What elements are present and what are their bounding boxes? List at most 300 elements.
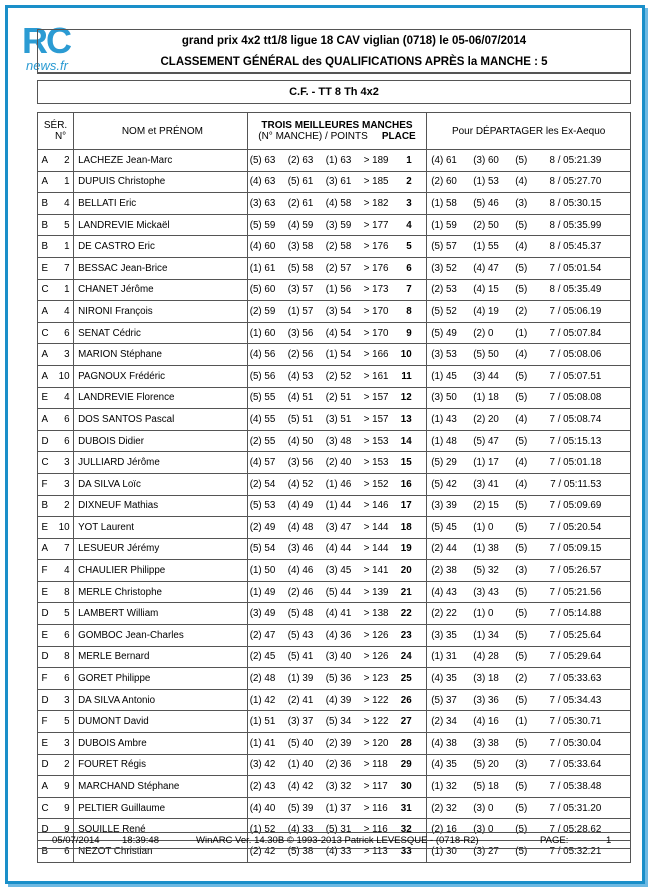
driver-name: DUBOIS Ambre xyxy=(74,733,248,755)
table-row xyxy=(38,495,631,517)
series-letter: D xyxy=(41,608,49,620)
heat-score: (2) 40 xyxy=(325,457,352,469)
best-heats-cell xyxy=(247,668,427,690)
driver-name: JULLIARD Jérôme xyxy=(74,452,248,474)
series-letter: C xyxy=(41,327,49,339)
tiebreak-score: (3) 41 xyxy=(473,478,499,490)
tiebreak-score: (5) 50 xyxy=(473,349,499,361)
laps-time: 8 / 05:35.49 xyxy=(549,284,602,296)
heat-score: (1) 44 xyxy=(325,500,352,512)
col-header-name-label: NOM et PRÉNOM xyxy=(121,125,203,137)
best-heats-cell xyxy=(247,322,427,344)
heat-score: (3) 45 xyxy=(325,565,352,577)
driver-name: PELTIER Guillaume xyxy=(74,797,248,819)
place-number: 21 xyxy=(400,586,412,598)
table-row xyxy=(38,452,631,474)
place-number: 9 xyxy=(406,327,412,339)
table-row xyxy=(38,776,631,798)
best-heats-cell xyxy=(247,689,427,711)
tiebreak-cell xyxy=(427,322,631,344)
laps-time: 7 / 05:38.48 xyxy=(549,781,602,793)
heat-score: (5) 61 xyxy=(287,176,314,188)
tiebreak-cell xyxy=(427,430,631,452)
place-number: 26 xyxy=(400,694,412,706)
heat-score: (3) 49 xyxy=(249,608,276,620)
heat-score: (2) 59 xyxy=(249,305,276,317)
best-heats-cell xyxy=(247,797,427,819)
laps-time: 7 / 05:14.88 xyxy=(549,608,602,620)
tiebreak-score: (3) 50 xyxy=(431,392,457,404)
tiebreak-cell xyxy=(427,668,631,690)
logo-rc-text: RC xyxy=(22,20,70,61)
series-number: 1 xyxy=(64,241,70,253)
total-points: > 177 xyxy=(363,219,389,231)
tiebreak-score: (3) xyxy=(515,759,528,771)
results-body xyxy=(38,150,631,863)
tiebreak-score: (5) 49 xyxy=(431,327,457,339)
tiebreak-score: (5) 45 xyxy=(431,521,457,533)
logo-sub-text: news.fr xyxy=(26,58,68,73)
tiebreak-score: (5) xyxy=(515,802,528,814)
heat-score: (4) 48 xyxy=(287,521,314,533)
tiebreak-score: (5) xyxy=(515,824,528,836)
driver-name: LANDREVIE Mickaël xyxy=(74,214,248,236)
footer-page-label: PAGE: xyxy=(540,835,569,846)
series-letter: E xyxy=(41,392,49,404)
heat-score: (2) 41 xyxy=(287,694,314,706)
col-header-series xyxy=(38,113,74,150)
heat-score: (2) 51 xyxy=(325,392,352,404)
best-heats-cell xyxy=(247,344,427,366)
series-cell xyxy=(38,473,74,495)
series-number: 5 xyxy=(64,608,70,620)
driver-name: FOURET Régis xyxy=(74,754,248,776)
series-cell xyxy=(38,171,74,193)
table-header-row xyxy=(38,113,631,150)
heat-score: (5) 60 xyxy=(249,284,276,296)
heat-score: (5) 36 xyxy=(325,673,352,685)
tiebreak-score: (4) 16 xyxy=(473,716,499,728)
table-row xyxy=(38,625,631,647)
series-number: 7 xyxy=(64,262,70,274)
laps-time: 7 / 05:07.84 xyxy=(549,327,602,339)
series-number: 6 xyxy=(64,327,70,339)
laps-time: 7 / 05:33.64 xyxy=(549,759,602,771)
laps-time: 8 / 05:21.39 xyxy=(549,154,602,166)
series-cell xyxy=(38,344,74,366)
heat-score: (2) 48 xyxy=(249,673,276,685)
series-letter: D xyxy=(41,694,49,706)
best-heats-cell xyxy=(247,581,427,603)
heat-score: (1) 46 xyxy=(325,478,352,490)
col-header-best xyxy=(247,113,427,150)
table-row xyxy=(38,668,631,690)
table-row xyxy=(38,733,631,755)
heat-score: (4) 36 xyxy=(325,629,352,641)
series-letter: E xyxy=(41,586,49,598)
heat-score: (1) 60 xyxy=(249,327,276,339)
footer-time: 18:39:48 xyxy=(122,835,159,846)
heat-score: (5) 56 xyxy=(249,370,276,382)
tiebreak-score: (5) xyxy=(515,543,528,555)
best-heats-cell xyxy=(247,301,427,323)
results-table xyxy=(37,112,631,863)
best-heats-cell xyxy=(247,409,427,431)
series-cell xyxy=(38,387,74,409)
total-points: > 161 xyxy=(363,370,389,382)
tiebreak-score: (1) 45 xyxy=(431,370,457,382)
series-cell xyxy=(38,193,74,215)
heat-score: (1) 56 xyxy=(325,284,352,296)
best-heats-cell xyxy=(247,452,427,474)
best-heats-cell xyxy=(247,646,427,668)
laps-time: 7 / 05:28.62 xyxy=(549,824,602,836)
series-cell xyxy=(38,668,74,690)
tiebreak-score: (5) 52 xyxy=(431,305,457,317)
tiebreak-score: (4) 35 xyxy=(431,759,457,771)
total-points: > 141 xyxy=(363,565,389,577)
tiebreak-cell xyxy=(427,689,631,711)
series-cell xyxy=(38,646,74,668)
tiebreak-score: (5) 32 xyxy=(473,565,499,577)
heat-score: (3) 42 xyxy=(249,759,276,771)
tiebreak-score: (4) 35 xyxy=(431,673,457,685)
tiebreak-score: (1) 43 xyxy=(431,413,457,425)
tiebreak-score: (1) 48 xyxy=(431,435,457,447)
place-number: 29 xyxy=(400,759,412,771)
tiebreak-score: (1) 34 xyxy=(473,629,499,641)
laps-time: 7 / 05:33.63 xyxy=(549,673,602,685)
driver-name: LACHEZE Jean-Marc xyxy=(74,150,248,172)
total-points: > 153 xyxy=(363,435,389,447)
heat-score: (4) 57 xyxy=(249,457,276,469)
laps-time: 7 / 05:06.19 xyxy=(549,305,602,317)
heat-score: (5) 59 xyxy=(249,219,276,231)
driver-name: CHAULIER Philippe xyxy=(74,560,248,582)
heat-score: (5) 48 xyxy=(287,608,314,620)
heat-score: (4) 33 xyxy=(325,845,352,857)
footer-page-number: 1 xyxy=(606,835,612,846)
total-points: > 122 xyxy=(363,694,389,706)
total-points: > 152 xyxy=(363,478,389,490)
series-cell xyxy=(38,301,74,323)
series-cell xyxy=(38,797,74,819)
heat-score: (4) 40 xyxy=(249,802,276,814)
laps-time: 7 / 05:01.54 xyxy=(549,262,602,274)
series-letter: E xyxy=(41,521,49,533)
place-number: 24 xyxy=(400,651,412,663)
table-row xyxy=(38,430,631,452)
laps-time: 7 / 05:32.21 xyxy=(549,845,602,857)
total-points: > 144 xyxy=(363,543,389,555)
tiebreak-cell xyxy=(427,171,631,193)
heat-score: (4) 33 xyxy=(287,824,314,836)
table-row xyxy=(38,711,631,733)
series-number: 2 xyxy=(64,500,70,512)
tiebreak-cell xyxy=(427,646,631,668)
tiebreak-score: (3) 44 xyxy=(473,370,499,382)
table-row xyxy=(38,603,631,625)
tiebreak-score: (4) 43 xyxy=(431,586,457,598)
best-heats-cell xyxy=(247,733,427,755)
series-letter: F xyxy=(41,565,48,577)
table-row xyxy=(38,581,631,603)
tiebreak-cell xyxy=(427,560,631,582)
place-number: 28 xyxy=(400,737,412,749)
laps-time: 7 / 05:25.64 xyxy=(549,629,602,641)
heat-score: (5) 39 xyxy=(287,802,314,814)
driver-name: DOS SANTOS Pascal xyxy=(74,409,248,431)
series-cell xyxy=(38,625,74,647)
laps-time: 7 / 05:31.20 xyxy=(549,802,602,814)
place-number: 7 xyxy=(406,284,412,296)
driver-name: DIXNEUF Mathias xyxy=(74,495,248,517)
best-heats-cell xyxy=(247,473,427,495)
series-letter: F xyxy=(41,673,48,685)
series-letter: A xyxy=(41,349,49,361)
tiebreak-score: (3) xyxy=(515,197,528,209)
heat-score: (4) 49 xyxy=(287,500,314,512)
table-row xyxy=(38,754,631,776)
heat-score: (5) 41 xyxy=(287,651,314,663)
series-letter: A xyxy=(41,543,49,555)
heat-score: (2) 57 xyxy=(325,262,352,274)
total-points: > 123 xyxy=(363,673,389,685)
total-points: > 138 xyxy=(363,608,389,620)
series-cell xyxy=(38,517,74,539)
tiebreak-cell xyxy=(427,711,631,733)
total-points: > 170 xyxy=(363,327,389,339)
total-points: > 157 xyxy=(363,413,389,425)
tiebreak-score: (3) 53 xyxy=(431,349,457,361)
tiebreak-score: (1) 30 xyxy=(431,845,457,857)
heat-score: (3) 32 xyxy=(325,781,352,793)
category-title: C.F. - TT 8 Th 4x2 xyxy=(37,80,631,104)
series-letter: E xyxy=(41,737,49,749)
table-row xyxy=(38,344,631,366)
laps-time: 8 / 05:35.99 xyxy=(549,219,602,231)
place-number: 17 xyxy=(400,500,412,512)
place-number: 22 xyxy=(400,608,412,620)
tiebreak-score: (2) 32 xyxy=(431,802,457,814)
series-number: 3 xyxy=(64,349,70,361)
series-letter: D xyxy=(41,435,49,447)
series-cell xyxy=(38,236,74,258)
tiebreak-score: (2) 20 xyxy=(473,413,499,425)
series-cell xyxy=(38,776,74,798)
heat-score: (5) 38 xyxy=(287,845,314,857)
heat-score: (5) 51 xyxy=(287,413,314,425)
tiebreak-score: (2) xyxy=(515,673,528,685)
heat-score: (4) 41 xyxy=(325,608,352,620)
table-row xyxy=(38,473,631,495)
heat-score: (2) 45 xyxy=(249,651,276,663)
heat-score: (2) 47 xyxy=(249,629,276,641)
tiebreak-cell xyxy=(427,409,631,431)
laps-time: 7 / 05:30.71 xyxy=(549,716,602,728)
table-row xyxy=(38,150,631,172)
series-letter: A xyxy=(41,413,49,425)
heat-score: (4) 42 xyxy=(287,781,314,793)
series-letter: A xyxy=(41,176,49,188)
event-title: grand prix 4x2 tt1/8 ligue 18 CAV viglian (0718) le 05-06/07/2014 xyxy=(181,35,527,47)
tiebreak-score: (1) 32 xyxy=(431,781,457,793)
footer-date: 05/07/2014 xyxy=(52,835,100,846)
tiebreak-score: (1) 38 xyxy=(473,543,499,555)
best-heats-cell xyxy=(247,279,427,301)
document-header xyxy=(37,29,631,74)
total-points: > 126 xyxy=(363,629,389,641)
heat-score: (2) 56 xyxy=(287,349,314,361)
tiebreak-score: (4) 19 xyxy=(473,305,499,317)
series-number: 1 xyxy=(64,176,70,188)
series-cell xyxy=(38,538,74,560)
tiebreak-score: (2) 0 xyxy=(473,327,494,339)
heat-score: (2) 36 xyxy=(325,759,352,771)
tiebreak-score: (2) xyxy=(515,305,528,317)
tiebreak-cell xyxy=(427,301,631,323)
col-header-series-no: N° xyxy=(54,131,67,142)
tiebreak-cell xyxy=(427,236,631,258)
table-row xyxy=(38,214,631,236)
series-letter: C xyxy=(41,284,49,296)
series-letter: B xyxy=(41,241,49,253)
tiebreak-cell xyxy=(427,581,631,603)
heat-score: (4) 46 xyxy=(287,565,314,577)
series-number: 8 xyxy=(64,651,70,663)
col-header-tiebreak-label: Pour DÉPARTAGER les Ex-Aequo xyxy=(451,125,606,137)
series-letter: A xyxy=(41,781,49,793)
tiebreak-score: (5) xyxy=(515,392,528,404)
driver-name: DUBOIS Didier xyxy=(74,430,248,452)
heat-score: (3) 63 xyxy=(249,197,276,209)
total-points: > 117 xyxy=(363,781,388,793)
tiebreak-score: (4) 15 xyxy=(473,284,499,296)
series-number: 3 xyxy=(64,478,70,490)
driver-name: NEZOT Christian xyxy=(74,841,248,863)
place-number: 25 xyxy=(400,673,412,685)
driver-name: DUPUIS Christophe xyxy=(74,171,248,193)
place-number: 16 xyxy=(400,478,412,490)
heat-score: (3) 47 xyxy=(325,521,352,533)
driver-name: MARCHAND Stéphane xyxy=(74,776,248,798)
table-row xyxy=(38,538,631,560)
series-cell xyxy=(38,495,74,517)
series-number: 3 xyxy=(64,694,70,706)
tiebreak-cell xyxy=(427,150,631,172)
best-heats-cell xyxy=(247,754,427,776)
series-cell xyxy=(38,452,74,474)
tiebreak-score: (5) xyxy=(515,608,528,620)
tiebreak-cell xyxy=(427,473,631,495)
tiebreak-score: (5) xyxy=(515,500,528,512)
heat-score: (4) 54 xyxy=(325,327,352,339)
tiebreak-score: (4) 38 xyxy=(431,737,457,749)
series-cell xyxy=(38,711,74,733)
best-heats-cell xyxy=(247,236,427,258)
tiebreak-score: (5) xyxy=(515,154,528,166)
tiebreak-score: (5) xyxy=(515,694,528,706)
tiebreak-score: (1) 58 xyxy=(431,197,457,209)
laps-time: 7 / 05:20.54 xyxy=(549,521,602,533)
best-heats-cell xyxy=(247,625,427,647)
heat-score: (3) 37 xyxy=(287,716,314,728)
table-row xyxy=(38,797,631,819)
tiebreak-cell xyxy=(427,193,631,215)
series-cell xyxy=(38,430,74,452)
table-row xyxy=(38,236,631,258)
tiebreak-score: (3) 18 xyxy=(473,673,499,685)
col-header-tiebreak xyxy=(427,113,631,150)
col-header-series-label: SÉR. xyxy=(43,120,68,131)
tiebreak-score: (5) xyxy=(515,284,528,296)
series-number: 4 xyxy=(64,197,70,209)
heat-score: (2) 42 xyxy=(249,845,276,857)
heat-score: (3) 61 xyxy=(325,176,352,188)
heat-score: (5) 43 xyxy=(287,629,314,641)
heat-score: (3) 40 xyxy=(325,651,352,663)
tiebreak-score: (1) xyxy=(515,327,528,339)
total-points: > 113 xyxy=(363,845,388,857)
tiebreak-score: (3) 52 xyxy=(431,262,457,274)
heat-score: (1) 37 xyxy=(325,802,352,814)
tiebreak-score: (1) 53 xyxy=(473,176,499,188)
tiebreak-cell xyxy=(427,344,631,366)
heat-score: (2) 61 xyxy=(287,197,314,209)
total-points: > 122 xyxy=(363,716,389,728)
best-heats-cell xyxy=(247,365,427,387)
series-cell xyxy=(38,279,74,301)
series-number: 9 xyxy=(64,802,70,814)
col-header-name xyxy=(74,113,248,150)
tiebreak-cell xyxy=(427,517,631,539)
heat-score: (5) 44 xyxy=(325,586,352,598)
tiebreak-score: (5) xyxy=(515,629,528,641)
tiebreak-score: (4) xyxy=(515,176,528,188)
footer-bar xyxy=(37,832,631,849)
table-row xyxy=(38,257,631,279)
table-row xyxy=(38,409,631,431)
driver-name: YOT Laurent xyxy=(74,517,248,539)
tiebreak-score: (1) 31 xyxy=(431,651,457,663)
heat-score: (5) 55 xyxy=(249,392,276,404)
table-row xyxy=(38,387,631,409)
heat-score: (4) 51 xyxy=(287,392,314,404)
series-number: 8 xyxy=(64,586,70,598)
tiebreak-score: (5) xyxy=(515,651,528,663)
col-header-place: PLACE xyxy=(381,131,416,142)
series-letter: D xyxy=(41,759,49,771)
col-header-best-sub: (N° MANCHE) / POINTS xyxy=(258,131,368,142)
tiebreak-cell xyxy=(427,495,631,517)
heat-score: (1) 63 xyxy=(325,154,352,166)
laps-time: 7 / 05:21.56 xyxy=(549,586,602,598)
driver-name: CHANET Jérôme xyxy=(74,279,248,301)
series-number: 4 xyxy=(64,392,70,404)
heat-score: (3) 48 xyxy=(325,435,352,447)
laps-time: 7 / 05:09.69 xyxy=(549,500,602,512)
total-points: > 116 xyxy=(363,802,388,814)
tiebreak-cell xyxy=(427,733,631,755)
series-number: 6 xyxy=(64,413,70,425)
place-number: 27 xyxy=(400,716,412,728)
best-heats-cell xyxy=(247,495,427,517)
tiebreak-score: (3) 35 xyxy=(431,629,457,641)
col-header-best-label: TROIS MEILLEURES MANCHES xyxy=(261,120,413,131)
total-points: > 139 xyxy=(363,586,389,598)
heat-score: (2) 46 xyxy=(287,586,314,598)
place-number: 19 xyxy=(400,543,412,555)
